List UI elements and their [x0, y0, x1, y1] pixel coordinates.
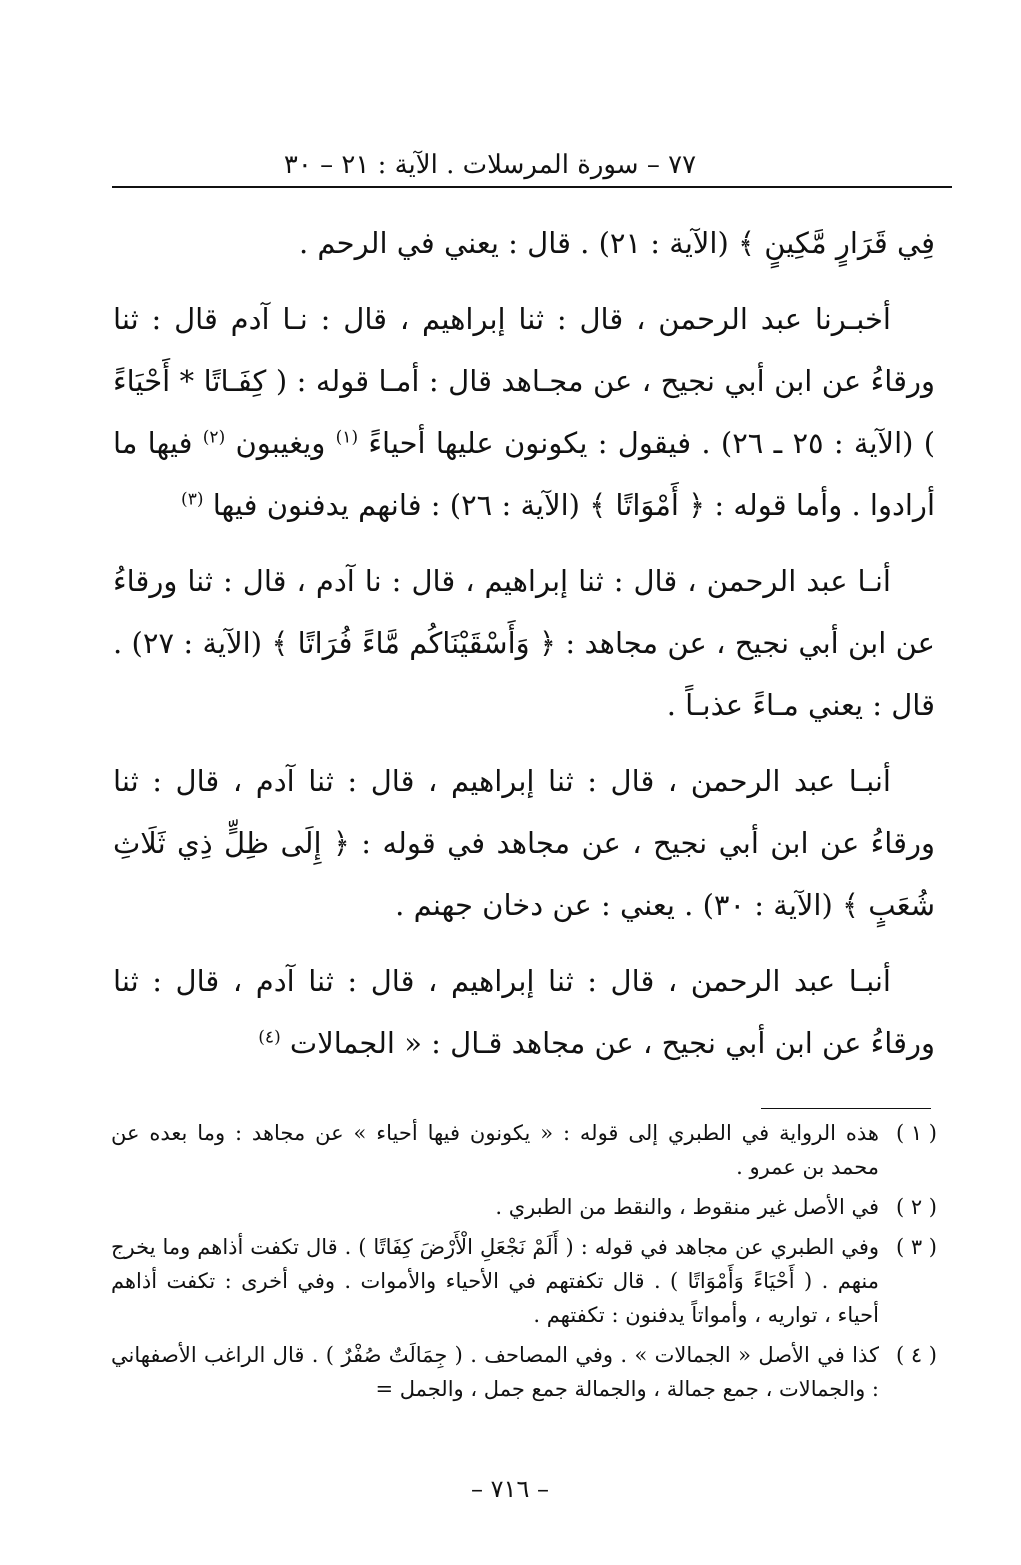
footnote-ref-4: (٤) — [258, 1027, 281, 1048]
footnote-number: ( ٤ ) — [895, 1343, 937, 1367]
footnotes — [111, 1116, 937, 1406]
footnote-3 — [111, 1230, 937, 1332]
paragraph-1 — [113, 212, 935, 274]
paragraph-2-part1: أخبـرنا عبد الرحمن ، قال : ثنا إبراهيم ، قال : نـا آدم قال : ثنا ورقاءُ عن ابن أبي نجيح ، عن مجـاهد قال : أمـا قوله : ( كِفَـاتًا * أَحْيَاءً ) (الآية : ٢٥ ـ ٢٦) . فيقول : يكونون عليها أحياءً — [113, 302, 936, 460]
paragraph-4-text: أنبـا عبد الرحمن ، قال : ثنا إبراهيم ، قال : ثنا آدم ، قال : ثنا ورقاءُ عن ابن أبي نجيح ، عن مجاهد في قوله : ﴿ إِلَى ظِلٍّ ذِي ثَلَاثِ شُعَبٍ ﴾ (الآية : ٣٠) . يعني : عن دخان جهنم . — [113, 764, 935, 922]
footnote-1 — [111, 1116, 937, 1184]
footnote-rule — [761, 1108, 931, 1109]
footnote-ref-1: (١) — [335, 427, 359, 448]
footnote-2 — [111, 1190, 937, 1224]
paragraph-3-text: أنـا عبد الرحمن ، قال : ثنا إبراهيم ، قال : نا آدم ، قال : ثنا ورقاءُ عن ابن أبي نجيح ، عن مجاهد : ﴿ وَأَسْقَيْنَاكُم مَّاءً فُرَاتًا ﴾ (الآية : ٢٧) . قال : يعني مـاءً عذبـاً . — [113, 564, 935, 722]
paragraph-3 — [113, 550, 935, 736]
paragraph-4 — [113, 750, 935, 936]
footnote-number: ( ٣ ) — [895, 1235, 937, 1259]
paragraph-5-part1: أنبـا عبد الرحمن ، قال : ثنا إبراهيم ، قال : ثنا آدم ، قال : ثنا ورقاءُ عن ابن أبي نجيح ، عن مجاهد قـال : « الجمالات — [113, 964, 935, 1060]
paragraph-2-part2: ويغيبون — [235, 426, 326, 460]
page-number: – ٧١٦ – — [471, 1475, 549, 1503]
paragraph-2-part3: فيها ما أرادوا . وأما قوله : ﴿ أَمْوَاتًا ﴾ (الآية : ٢٦) : فانهم يدفنون فيها — [113, 426, 935, 522]
header-rule — [112, 186, 952, 188]
footnote-text: وفي الطبري عن مجاهد في قوله : ( أَلَمْ نَجْعَلِ الْأَرْضَ كِفَاتًا ) . قال تكفت أذاهم وما يخرج منهم . ( أَحْيَاءً وَأَمْوَاتًا ) . قال تكفتهم في الأحياء والأموات . وفي أخرى : تكفت أذاهم أحياء ، تواريه ، وأمواتاً يدفنون : تكفتهم . — [111, 1235, 879, 1327]
footnote-4 — [111, 1338, 937, 1406]
footnote-text: هذه الرواية في الطبري إلى قوله : « يكونون فيها أحياء » عن مجاهد : وما بعده عن محمد بن عمرو . — [111, 1121, 879, 1179]
main-text — [113, 212, 935, 1074]
footnote-ref-2: (٢) — [202, 427, 226, 448]
footnote-ref-3: (٣) — [181, 489, 204, 510]
footnote-text: في الأصل غير منقوط ، والنقط من الطبري . — [495, 1195, 879, 1219]
paragraph-5 — [113, 950, 935, 1074]
footnote-text: كذا في الأصل « الجمالات » . وفي المصاحف . ( جِمَالَتٌ صُفْرٌ ) . قال الراغب الأصفهاني : والجمالات ، جمع جمالة ، والجمالة جمع جمل ، والجمل = — [111, 1343, 879, 1401]
footnote-number: ( ٢ ) — [895, 1195, 937, 1219]
footnote-number: ( ١ ) — [895, 1121, 937, 1145]
paragraph-1-text: فِي قَرَارٍ مَّكِينٍ ﴾ (الآية : ٢١) . قال : يعني في الرحم . — [298, 226, 935, 260]
running-header: ٧٧ – سورة المرسلات . الآية : ٢١ – ٣٠ — [283, 150, 697, 180]
paragraph-2 — [113, 288, 935, 536]
